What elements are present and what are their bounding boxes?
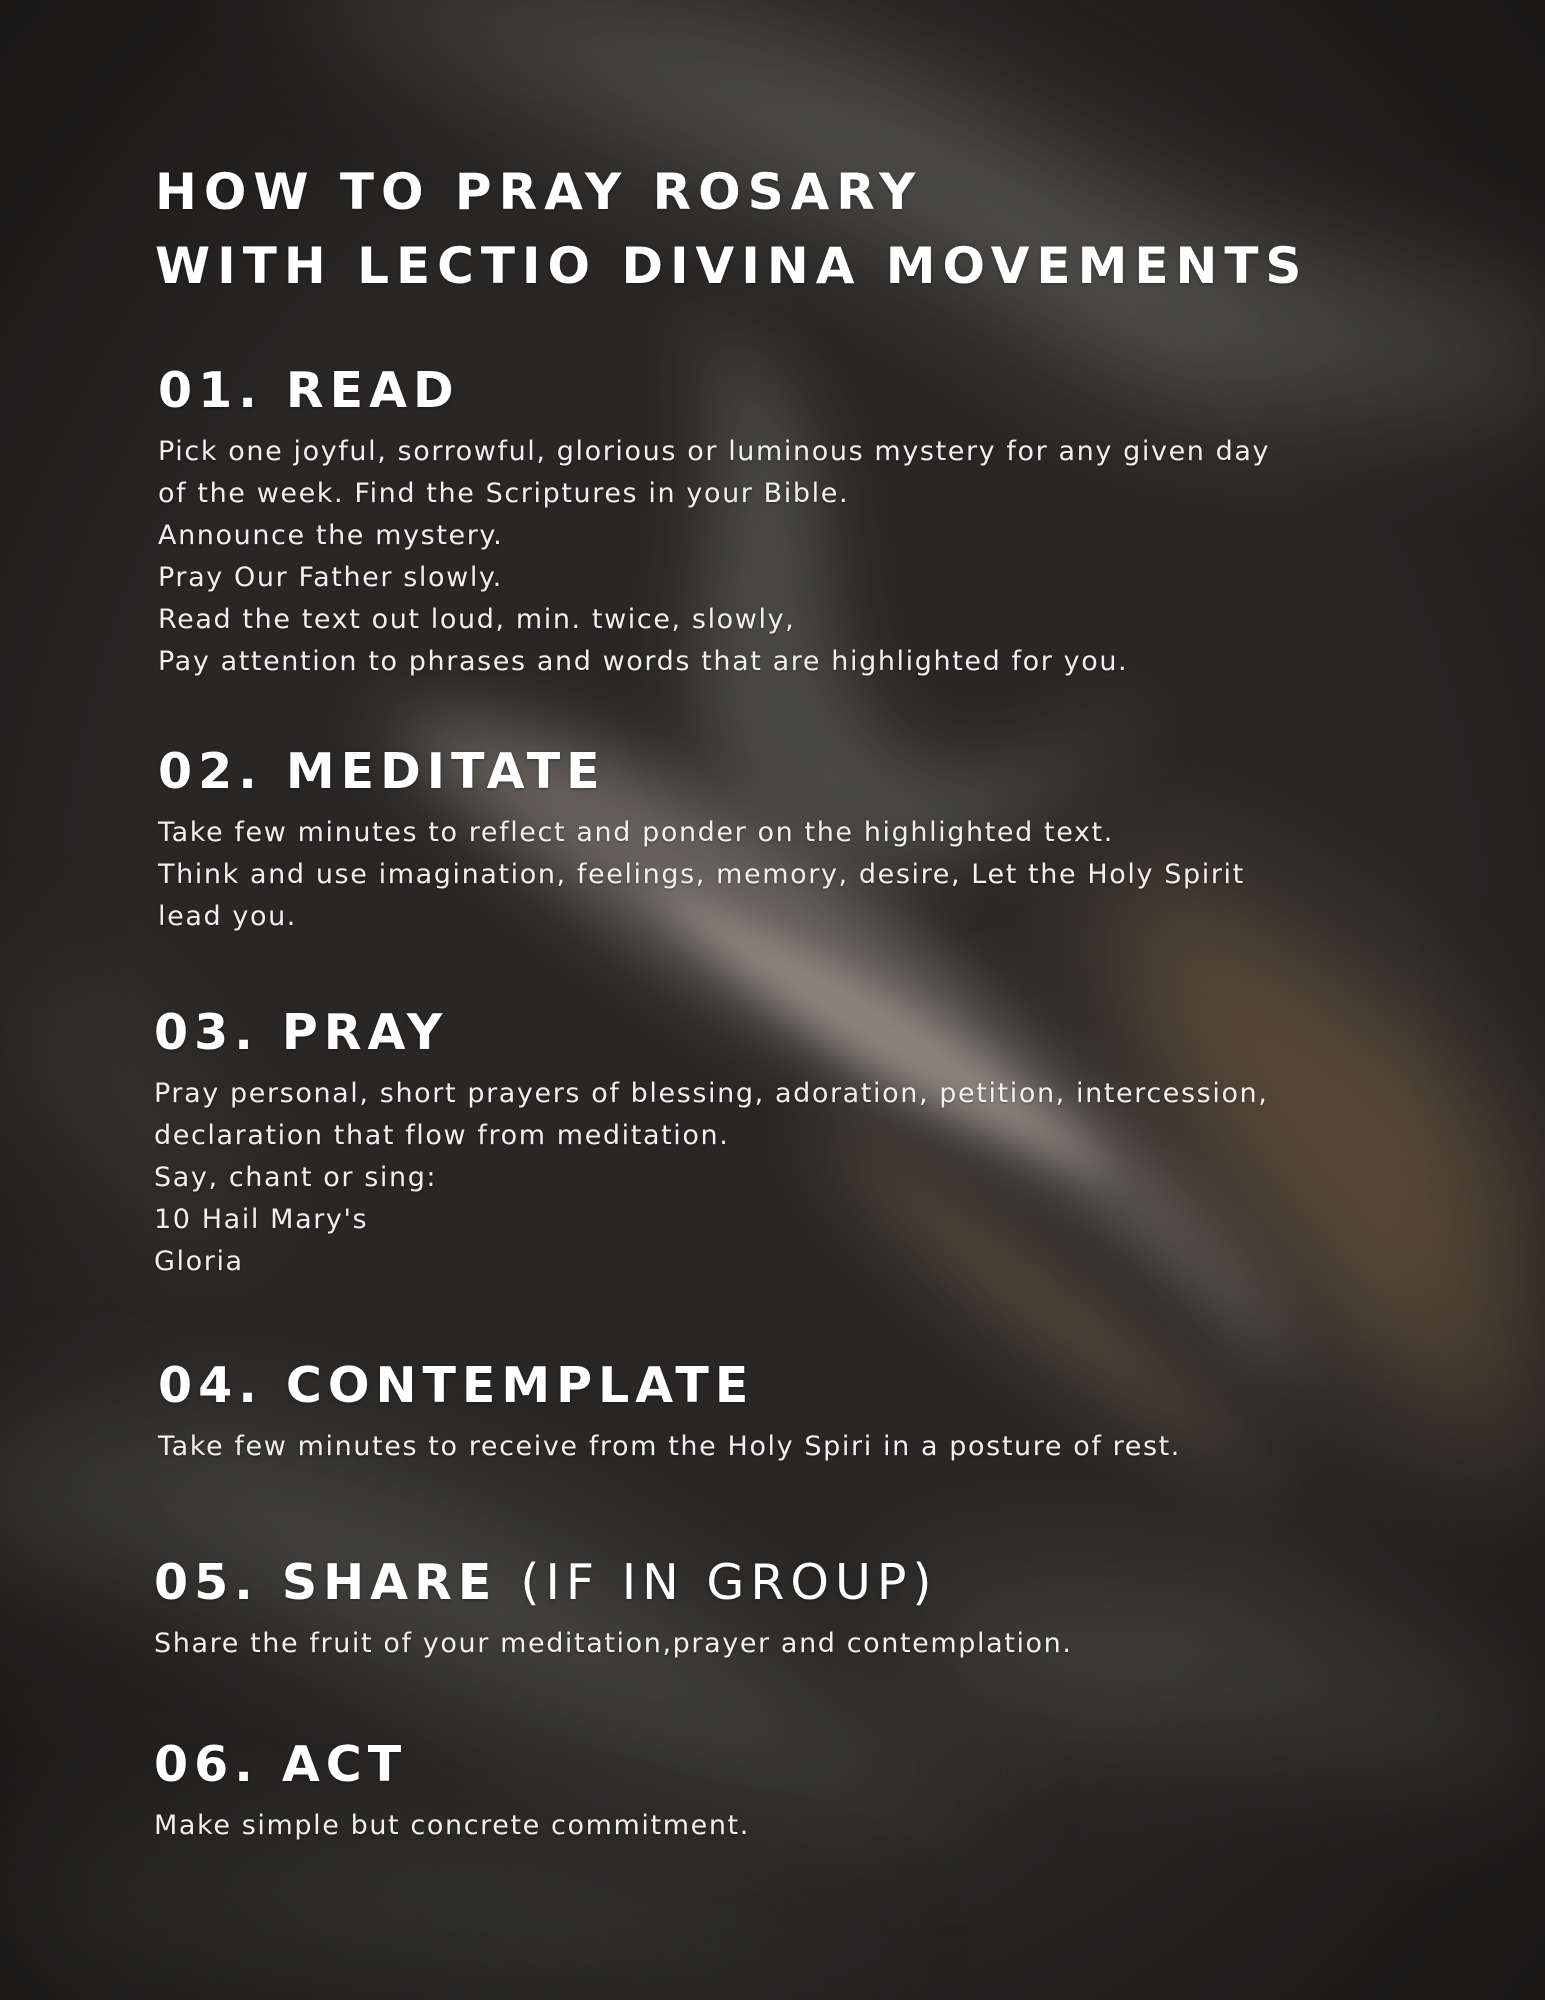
body-line: Read the text out loud, min. twice, slowly, [158, 604, 796, 635]
body-line: Take few minutes to reflect and ponder on the highlighted text. [158, 817, 1114, 848]
section-body-contemplate [158, 1426, 1478, 1468]
section-act [154, 1735, 1474, 1847]
section-heading-contemplate: 04. CONTEMPLATE [158, 1357, 755, 1414]
section-heading-meditate: 02. MEDITATE [158, 743, 606, 800]
section-heading-read: 01. READ [158, 362, 460, 419]
body-line: Think and use imagination, feelings, memory, desire, Let the Holy Spirit [158, 859, 1245, 890]
body-line: Share the fruit of your meditation,prayer and contemplation. [154, 1628, 1073, 1659]
page-title-line-2: WITH LECTIO DIVINA MOVEMENTS [155, 237, 1309, 295]
section-contemplate [158, 1356, 1478, 1468]
body-line: declaration that flow from meditation. [154, 1120, 730, 1151]
section-body-meditate [158, 812, 1478, 938]
body-line: Take few minutes to receive from the Holy Spiri in a posture of rest. [158, 1431, 1181, 1462]
section-heading-share-main: 05. SHARE [154, 1554, 498, 1611]
body-line: Pay attention to phrases and words that are highlighted for you. [158, 646, 1129, 677]
section-heading-act: 06. ACT [154, 1736, 408, 1793]
page-title [155, 155, 1308, 303]
page-title-line-1: HOW TO PRAY ROSARY [155, 163, 923, 221]
body-line: lead you. [158, 901, 297, 932]
section-body-pray [154, 1073, 1474, 1283]
section-body-read [158, 431, 1478, 683]
body-line: Say, chant or sing: [154, 1162, 438, 1193]
section-read [158, 361, 1478, 683]
body-line: Pick one joyful, sorrowful, glorious or luminous mystery for any given day [158, 436, 1271, 467]
section-meditate [158, 742, 1478, 938]
section-body-share [154, 1623, 1474, 1665]
body-line: Announce the mystery. [158, 520, 504, 551]
body-line: of the week. Find the Scriptures in your Bible. [158, 478, 850, 509]
section-body-act [154, 1805, 1474, 1847]
section-pray [154, 1003, 1474, 1283]
body-line: Make simple but concrete commitment. [154, 1810, 750, 1841]
section-heading-pray: 03. PRAY [154, 1004, 449, 1061]
body-line: Gloria [154, 1246, 244, 1277]
body-line: 10 Hail Mary's [154, 1204, 369, 1235]
body-line: Pray Our Father slowly. [158, 562, 503, 593]
body-line: Pray personal, short prayers of blessing, adoration, petition, intercession, [154, 1078, 1269, 1109]
section-heading-share-suffix: (IF IN GROUP) [520, 1554, 938, 1611]
section-heading-share [154, 1553, 1474, 1613]
section-share [154, 1553, 1474, 1665]
